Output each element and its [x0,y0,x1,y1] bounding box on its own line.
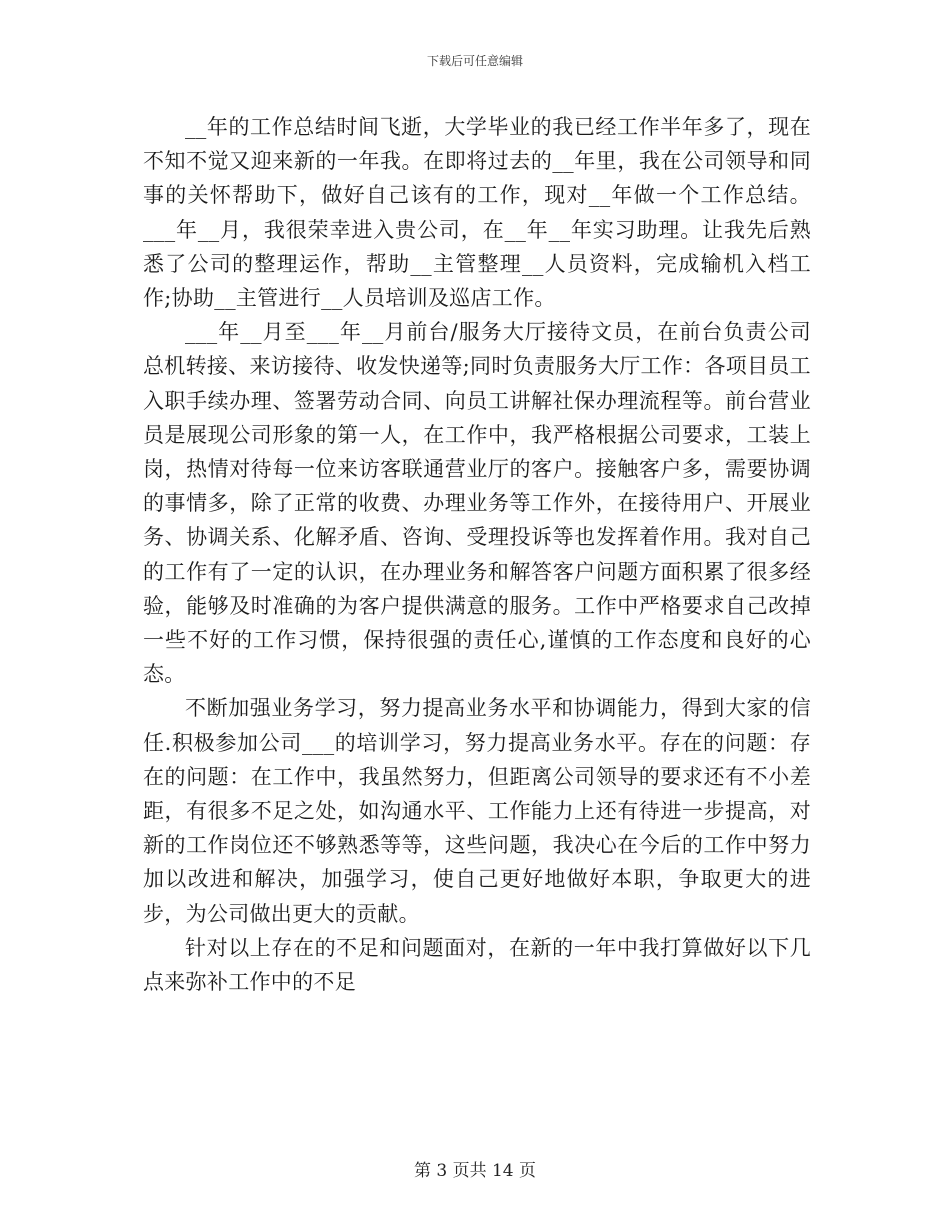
page-number-footer: 第 3 页共 14 页 [413,1161,537,1181]
paragraph-3: 不断加强业务学习，努力提高业务水平和协调能力，得到大家的信任.积极参加公司___的培训学习，努力提高业务水平。存在的问题：存在的问题：在工作中，我虽然努力，但距离公司领导的要求还有不小差距，有很多不足之处，如沟通水平、工作能力上还有待进一步提高，对新的工作岗位还不够熟悉等等，这些问题，我决心在今后的工作中努力加以改进和解决，加强学习，使自己更好地做好本职，争取更大的进步，为公司做出更大的贡献。 [143,696,811,926]
paragraph-2: ___年__月至___年__月前台/服务大厅接待文员，在前台负责公司总机转接、来访接待、收发快递等;同时负责服务大厅工作：各项目员工入职手续办理、签署劳动合同、向员工讲解社保办理流程等。前台营业员是展现公司形象的第一人，在工作中，我严格根据公司要求，工装上岗，热情对待每一位来访客联通营业厅的客户。接触客户多，需要协调的事情多，除了正常的收费、办理业务等工作外，在接待用户、开展业务、协调关系、化解矛盾、咨询、受理投诉等也发挥着作用。我对自己的工作有了一定的认识，在办理业务和解答客户问题方面积累了很多经验，能够及时准确的为客户提供满意的服务。工作中严格要求自己改掉一些不好的工作习惯，保持很强的责任心,谨慎的工作态度和良好的心态。 [143,320,811,687]
paragraph-4: 针对以上存在的不足和问题面对，在新的一年中我打算做好以下几点来弥补工作中的不足 [143,935,811,995]
document-body [143,110,811,999]
paragraph-1: __年的工作总结时间飞逝，大学毕业的我已经工作半年多了，现在不知不觉又迎来新的一年我。在即将过去的__年里，我在公司领导和同事的关怀帮助下，做好自己该有的工作，现对__年做一个工作总结。___年__月，我很荣幸进入贵公司，在__年__年实习助理。让我先后熟悉了公司的整理运作，帮助__主管整理__人员资料，完成输机入档工作;协助__主管进行__人员培训及巡店工作。 [143,115,811,311]
page-header: 下载后可任意编辑 [426,54,523,68]
